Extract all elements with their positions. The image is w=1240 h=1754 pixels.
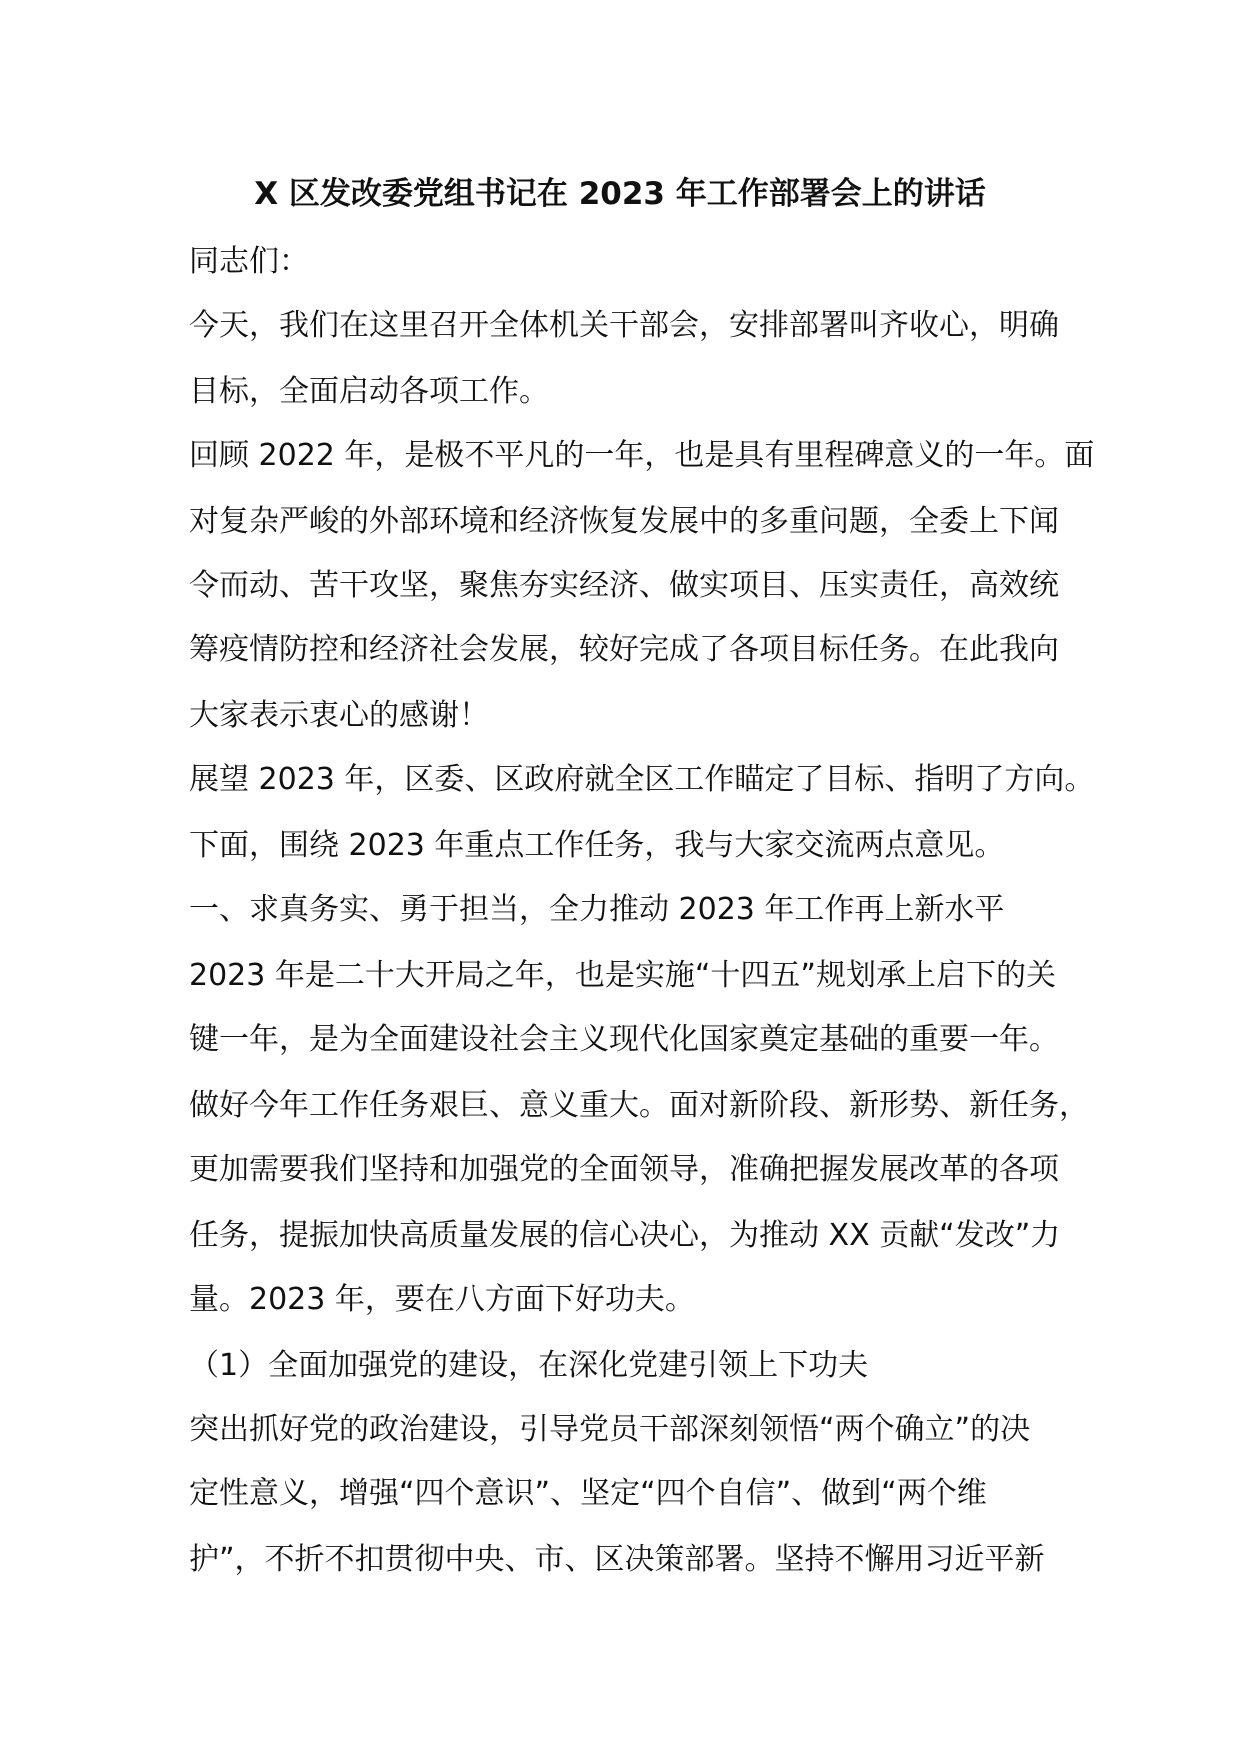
text-line: 做好今年工作任务艰巨、意义重大。面对新阶段、新形势、新任务， [189,1088,1089,1123]
text-line: 今天，我们在这里召开全体机关干部会，安排部署叫齐收心，明确 [189,308,1059,343]
text-line: 定性意义，增强“四个意识”、坚定“四个自信”、做到“两个维 [189,1476,987,1511]
text-line: 对复杂严峻的外部环境和经济恢复发展中的多重问题，全委上下闻 [189,504,1059,539]
text-line: 护”，不折不扣贯彻中央、市、区决策部署。坚持不懈用习近平新 [189,1542,1045,1577]
text-line: 令而动、苦干攻坚，聚焦夯实经济、做实项目、压实责任，高效统 [189,568,1059,603]
text-line: 量。2023 年，要在八方面下好功夫。 [189,1282,695,1317]
text-line: 2023 年是二十大开局之年，也是实施“十四五”规划承上启下的关 [189,958,1056,993]
text-line: 展望 2023 年，区委、区政府就全区工作瞄定了目标、指明了方向。 [189,762,1095,797]
text-line: 目标，全面启动各项工作。 [189,374,549,409]
text-line: 突出抓好党的政治建设，引导党员干部深刻领悟“两个确立”的决 [189,1412,1031,1447]
subsection-heading: （1）全面加强党的建设，在深化党建引领上下功夫 [189,1348,869,1383]
text-line: 大家表示衷心的感谢！ [189,698,489,733]
text-line: 同志们： [189,244,309,279]
text-line: 筹疫情防控和经济社会发展，较好完成了各项目标任务。在此我向 [189,632,1059,667]
text-line: 任务，提振加快高质量发展的信心决心，为推动 XX 贡献“发改”力 [189,1218,1061,1253]
text-line: 键一年，是为全面建设社会主义现代化国家奠定基础的重要一年。 [189,1022,1059,1057]
text-line: 更加需要我们坚持和加强党的全面领导，准确把握发展改革的各项 [189,1152,1059,1187]
text-line: 下面，围绕 2023 年重点工作任务，我与大家交流两点意见。 [189,828,1005,863]
text-line: 回顾 2022 年，是极不平凡的一年，也是具有里程碑意义的一年。面 [189,438,1095,473]
section-heading: 一、求真务实、勇于担当，全力推动 2023 年工作再上新水平 [189,892,1005,927]
document-title: X 区发改委党组书记在 2023 年工作部署会上的讲话 [254,176,986,212]
